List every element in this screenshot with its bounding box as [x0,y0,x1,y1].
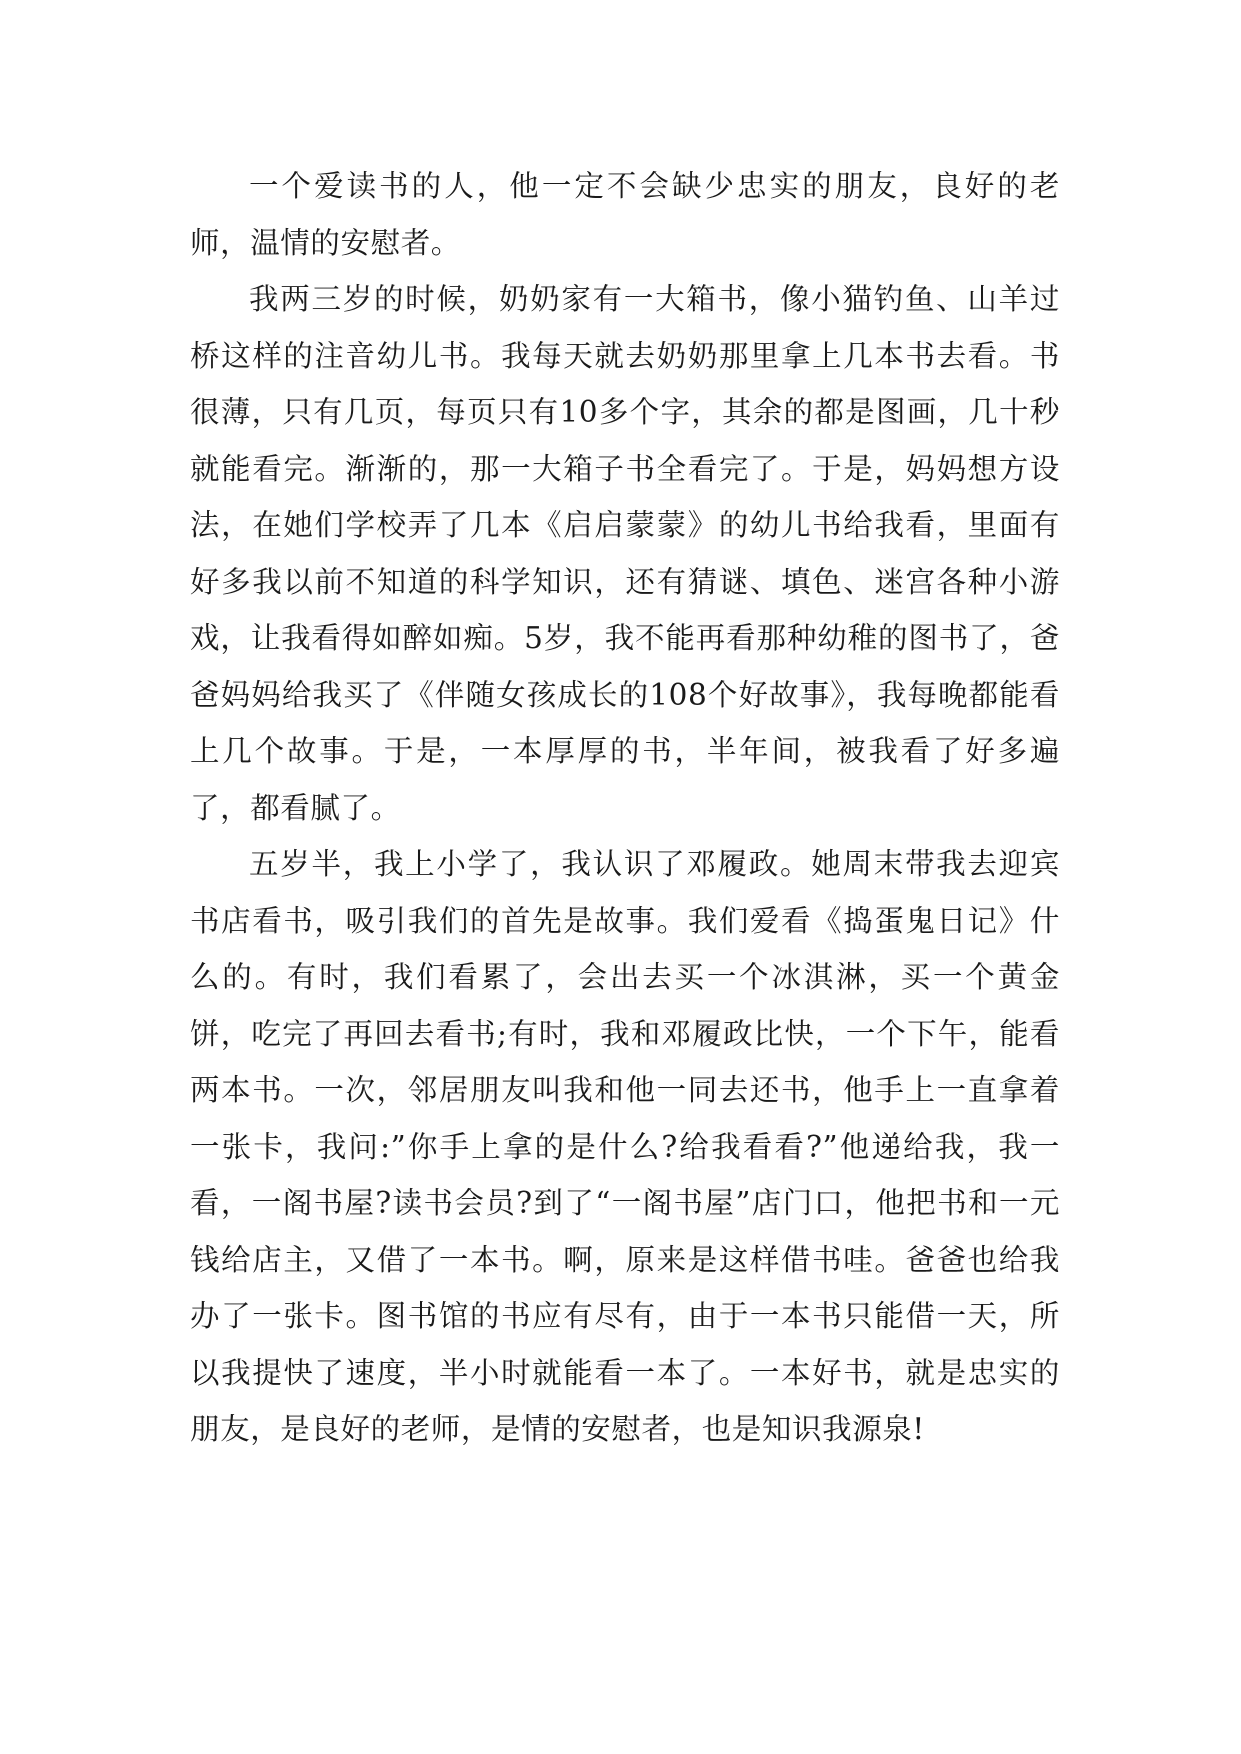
paragraph-1: 一个爱读书的人，他一定不会缺少忠实的朋友，良好的老师，温情的安慰者。 [190,169,1060,260]
document-body [190,158,1060,1458]
paragraph-2: 我两三岁的时候，奶奶家有一大箱书，像小猫钓鱼、山羊过桥这样的注音幼儿书。我每天就去奶奶那里拿上几本书去看。书很薄，只有几页，每页只有10多个字，其余的都是图画，几十秒就能看完。渐渐的，那一大箱子书全看完了。于是，妈妈想方设法，在她们学校弄了几本《启启蒙蒙》的幼儿书给我看，里面有好多我以前不知道的科学知识，还有猜谜、填色、迷宫各种小游戏，让我看得如醉如痴。5岁，我不能再看那种幼稚的图书了，爸爸妈妈给我买了《伴随女孩成长的108个好故事》，我每晚都能看上几个故事。于是，一本厚厚的书，半年间，被我看了好多遍了，都看腻了。 [190,282,1060,825]
paragraph-3: 五岁半，我上小学了，我认识了邓履政。她周末带我去迎宾书店看书，吸引我们的首先是故事。我们爱看《捣蛋鬼日记》什么的。有时，我们看累了，会出去买一个冰淇淋，买一个黄金饼，吃完了再回去看书;有时，我和邓履政比快，一个下午，能看两本书。一次，邻居朋友叫我和他一同去还书，他手上一直拿着一张卡，我问:”你手上拿的是什么?给我看看?”他递给我，我一看，一阁书屋?读书会员?到了“一阁书屋”店门口，他把书和一元钱给店主，又借了一本书。啊，原来是这样借书哇。爸爸也给我办了一张卡。图书馆的书应有尽有，由于一本书只能借一天，所以我提快了速度，半小时就能看一本了。一本好书，就是忠实的朋友，是良好的老师，是情的安慰者，也是知识我源泉! [190,847,1060,1446]
